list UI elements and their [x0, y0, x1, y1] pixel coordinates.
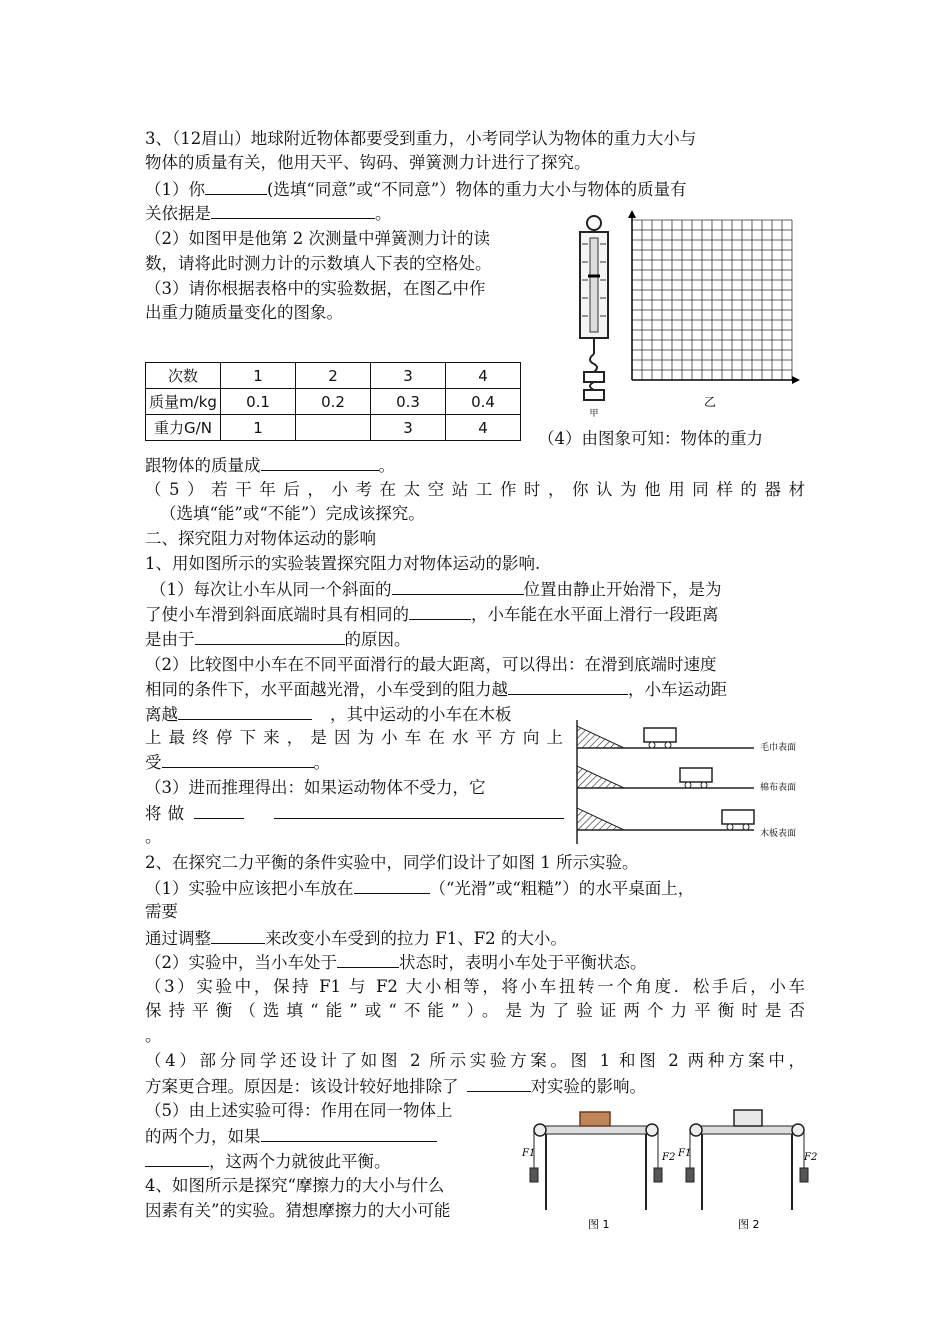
q3-sub1-cont	[145, 202, 392, 225]
text: （1）实验中应该把小车放在	[145, 879, 354, 898]
q1-sub1-cont2	[145, 628, 411, 651]
q3-sub4-cont	[145, 454, 395, 477]
row-label: 重力G/N	[146, 415, 221, 441]
answer-blank-motion-a[interactable]	[194, 802, 244, 819]
surface-label-wood: 木板表面	[760, 829, 797, 839]
text: 离越	[145, 705, 178, 724]
q2-sub1-cont: 需要	[145, 902, 178, 921]
text: 了使小车滑到斜面底端时具有相同的	[145, 605, 409, 624]
text: 是由于	[145, 630, 195, 649]
figure-label-2: 图 2	[738, 1218, 760, 1231]
answer-blank-condition-b[interactable]	[145, 1150, 209, 1167]
graph-grid-figure	[620, 210, 800, 420]
answer-blank-inertia[interactable]	[195, 628, 345, 645]
table-header: 次数	[146, 363, 221, 389]
answer-blank-friction[interactable]	[467, 1075, 531, 1092]
figure-label-yi: 乙	[703, 395, 717, 409]
text: 的原因。	[344, 630, 411, 649]
text: （“光滑”或“粗糙”）的水平桌面上，	[429, 879, 695, 898]
text: 关依据是	[145, 204, 211, 223]
q3-sub4: （4）由图象可知：物体的重力	[538, 429, 763, 448]
text: （1）你	[145, 180, 205, 199]
label-f1: F1	[678, 1148, 692, 1159]
text: ，小车能在水平面上滑行一段距离	[471, 605, 719, 624]
q1-sub3-end: 。	[145, 827, 162, 846]
q2-sub1	[145, 877, 694, 900]
answer-blank-motion-b[interactable]	[274, 802, 564, 819]
table-cell: 4	[446, 415, 521, 441]
text: 。	[313, 753, 330, 772]
q3-sub3: （3）请你根据表格中的实验数据，在图乙中作	[145, 279, 486, 298]
text: 方案更合理。原因是：该设计较好地排除了	[145, 1077, 459, 1096]
text: (选填“同意”或“不同意”）物体的重力大小与物体的质量有	[267, 180, 687, 199]
q3-sub1	[145, 178, 687, 201]
answer-blank-adjust[interactable]	[211, 927, 265, 944]
row-label: 质量m/kg	[146, 389, 221, 415]
answer-blank-speed[interactable]	[409, 603, 471, 620]
text: （1）每次让小车从同一个斜面的	[150, 580, 392, 599]
table-header: 2	[296, 363, 371, 389]
answer-blank-condition-a[interactable]	[261, 1125, 437, 1142]
q2-sub4-cont	[145, 1075, 646, 1098]
q2-sub3-cont: 保持平衡（选填“能”或“不能”）。是为了验证两个力平衡时是否	[145, 1001, 805, 1020]
track-wood	[577, 808, 796, 839]
table-row	[146, 389, 521, 415]
q1-sub1-cont	[145, 603, 719, 626]
q2-sub5-cont	[145, 1125, 437, 1148]
q3-sub2: （2）如图甲是他第 2 次测量中弹簧测力计的读	[145, 229, 490, 248]
q1-sub2-cont2	[145, 703, 512, 726]
q1-sub2: （2）比较图中小车在不同平面滑行的最大距离，可以得出：在滑到底端时速度	[145, 655, 717, 674]
answer-blank-agree[interactable]	[205, 178, 267, 195]
text: 位置由静止开始滑下，是为	[523, 580, 722, 599]
table-cell: 0.3	[371, 389, 446, 415]
q2-sub5: （5）由上述实验可得：作用在同一物体上	[145, 1101, 453, 1120]
answer-blank-position[interactable]	[392, 578, 524, 595]
text: 将做	[145, 804, 190, 823]
table-cell-blank[interactable]	[296, 415, 371, 441]
text: 来改变小车受到的拉力 F1、F2 的大小。	[265, 929, 567, 948]
force-balance-figures	[518, 1104, 818, 1234]
spring-scale-figure	[568, 214, 620, 420]
table-header: 1	[221, 363, 296, 389]
track-cotton	[577, 766, 796, 793]
q2-sub1-cont2	[145, 927, 567, 950]
q1-sub3-cont	[145, 802, 564, 825]
text: 对实验的影响。	[530, 1077, 646, 1096]
answer-blank-proportion[interactable]	[261, 454, 379, 471]
track-towel	[577, 726, 796, 753]
answer-blank-surface[interactable]	[354, 877, 430, 894]
text: 。	[378, 456, 395, 475]
figure-label-jia: 甲	[589, 409, 599, 419]
q2-sub3-end: 。	[145, 1026, 162, 1045]
answer-blank-force[interactable]	[162, 751, 314, 768]
text: ，小车运动距	[628, 680, 727, 699]
q1-sub1	[150, 578, 722, 601]
q2-sub2	[145, 951, 647, 974]
ramp-surfaces-figure	[574, 720, 804, 844]
q4-line1: 4、如图所示是探究“摩擦力的大小与什么	[145, 1176, 445, 1195]
table-row	[146, 415, 521, 441]
q2-intro: 2、在探究二力平衡的条件实验中，同学们设计了如图 1 所示实验。	[145, 853, 639, 872]
q2-sub4: （4）部分同学还设计了如图 2 所示实验方案。图 1 和图 2 两种方案中，	[145, 1051, 805, 1070]
text: （2）实验中，当小车处于	[145, 953, 337, 972]
q3-sub5-cont: （选填“能”或“不能”）完成该探究。	[160, 504, 425, 523]
q1-sub2-cont	[145, 678, 727, 701]
figure-label-1: 图 1	[588, 1218, 610, 1231]
q2-sub3: （3）实验中，保持 F1 与 F2 大小相等，将小车扭转一个角度．松手后，小车	[145, 977, 805, 996]
text: 通过调整	[145, 929, 211, 948]
q3-sub3-cont: 出重力随质量变化的图象。	[145, 303, 343, 322]
q3-line2: 物体的质量有关，他用天平、钩码、弹簧测力计进行了探究。	[145, 153, 591, 172]
table-cell: 0.4	[446, 389, 521, 415]
q2-sub5-cont2	[145, 1150, 391, 1173]
data-table	[145, 362, 521, 441]
section-title: 二、探究阻力对物体运动的影响	[145, 529, 376, 548]
q1-sub2-cont3: 上最终停下来，是因为小车在水平方向上	[145, 728, 563, 747]
surface-label-towel: 毛巾表面	[760, 743, 797, 753]
label-f2: F2	[804, 1152, 818, 1163]
q4-line2: 因素有关”的实验。猜想摩擦力的大小可能	[145, 1201, 451, 1220]
q1-sub2-cont4	[145, 751, 330, 774]
table-header-row	[146, 363, 521, 389]
answer-blank-distance[interactable]	[178, 703, 312, 720]
text: 跟物体的质量成	[145, 456, 261, 475]
answer-blank-basis[interactable]	[211, 202, 375, 219]
text: 相同的条件下，水平面越光滑，小车受到的阻力越	[145, 680, 508, 699]
table-cell: 3	[371, 415, 446, 441]
text: 。	[375, 204, 392, 223]
figure-2	[677, 1110, 817, 1231]
text: 状态时，表明小车处于平衡状态。	[399, 953, 647, 972]
answer-blank-state[interactable]	[337, 951, 399, 968]
q3-sub2-cont: 数，请将此时测力计的示数填人下表的空格处。	[145, 254, 492, 273]
q1-intro: 1、用如图所示的实验装置探究阻力对物体运动的影响.	[145, 554, 541, 573]
text: ，其中运动的小车在木板	[330, 705, 512, 724]
table-header: 4	[446, 363, 521, 389]
surface-label-cotton: 棉布表面	[760, 783, 797, 793]
text: ，这两个力就彼此平衡。	[209, 1152, 391, 1171]
text: 受	[145, 753, 162, 772]
q3-sub5: （5）若干年后，小考在太空站工作时，你认为他用同样的器材	[145, 480, 805, 499]
q1-sub3: （3）进而推理得出：如果运动物体不受力，它	[145, 778, 486, 797]
text: 的两个力，如果	[145, 1127, 261, 1146]
label-f2: F2	[662, 1152, 676, 1163]
q3-line1: 3、（12眉山）地球附近物体都要受到重力，小考同学认为物体的重力大小与	[145, 129, 697, 148]
answer-blank-resistance[interactable]	[508, 678, 628, 695]
table-cell: 0.1	[221, 389, 296, 415]
table-cell: 0.2	[296, 389, 371, 415]
label-f1: F1	[522, 1148, 536, 1159]
figure-1	[521, 1112, 675, 1231]
table-cell: 1	[221, 415, 296, 441]
table-header: 3	[371, 363, 446, 389]
